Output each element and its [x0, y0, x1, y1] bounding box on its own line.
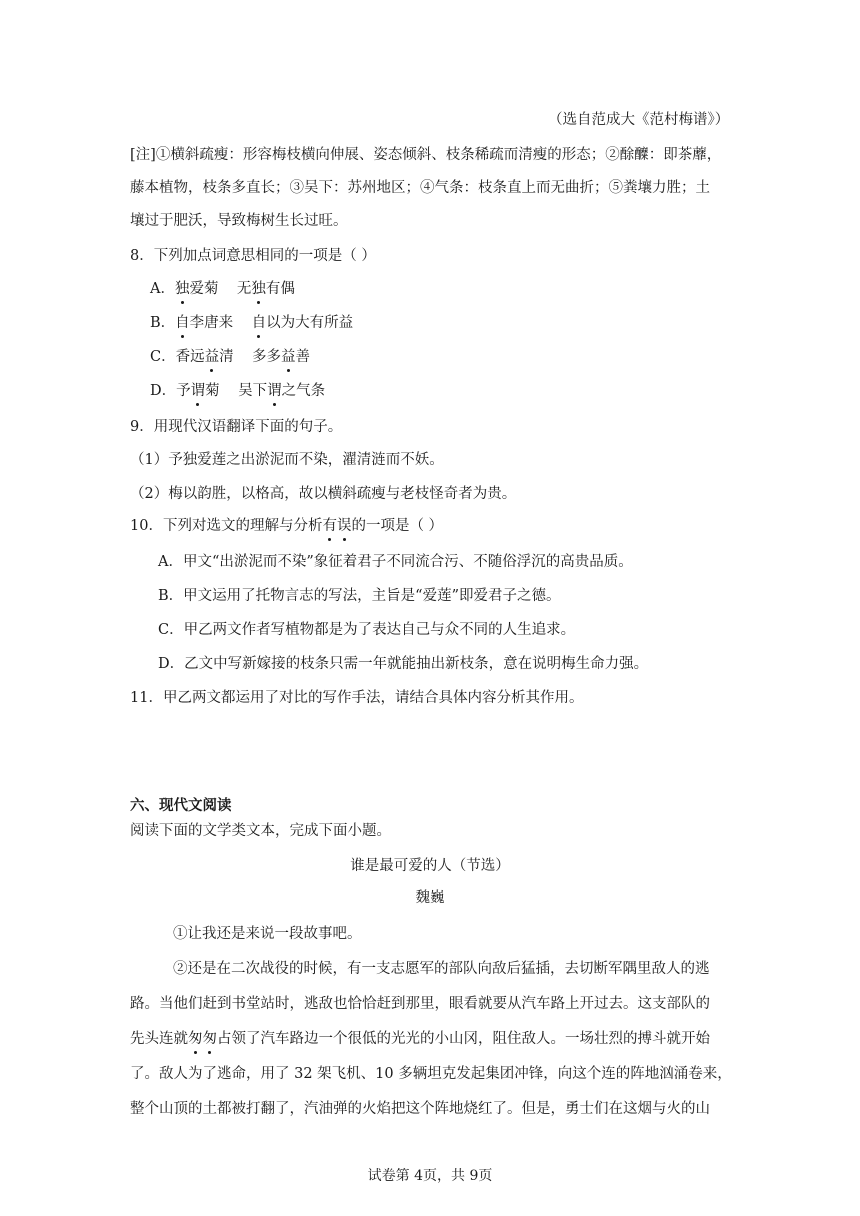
question-9-sentence-1: （1）予独爱莲之出淤泥而不染，濯清涟而不妖。 [130, 452, 444, 468]
question-8-option-a[interactable]: A．独爱菊 无独有偶 [150, 281, 295, 297]
paragraph-1: ①让我还是来说一段故事吧。 [173, 926, 362, 942]
question-10-option-b[interactable]: B．甲文运用了托物言志的写法，主旨是“爱莲”即爱君子之德。 [158, 588, 561, 604]
section-6-title: 六、现代文阅读 [130, 797, 232, 814]
question-8-option-c[interactable]: C．香远益清 多多益善 [150, 349, 311, 365]
paragraph-2-line-3: 先头连就匆匆占领了汽车路边一个很低的光光的小山冈，阻住敌人。一场壮烈的搏斗就开始 [130, 1031, 710, 1047]
question-8-stem: 8．下列加点词意思相同的一项是（ ） [130, 248, 376, 264]
note-line-2: 藤本植物，枝条多直长；③吴下：苏州地区；④气条：枝条直上而无曲折；⑤粪壤力胜；土 [130, 180, 710, 196]
question-11-stem: 11．甲乙两文都运用了对比的写作手法，请结合具体内容分析其作用。 [130, 690, 584, 706]
article-title: 谁是最可爱的人（节选） [350, 858, 510, 874]
note-line-1: [注]①横斜疏瘦：形容梅枝横向伸展、姿态倾斜、枝条稀疏而清瘦的形态；②酴醾：即茶蘼， [130, 147, 722, 163]
question-9-stem: 9．用现代汉语翻译下面的句子。 [130, 419, 343, 435]
paragraph-2-line-1: ②还是在二次战役的时候，有一支志愿军的部队向敌后猛插，去切断军隅里敌人的逃 [173, 961, 710, 977]
paragraph-2-line-5: 整个山顶的土都被打翻了，汽油弹的火焰把这个阵地烧红了。但是，勇士们在这烟与火的山 [130, 1101, 710, 1117]
question-8-option-d[interactable]: D．予谓菊 吴下谓之气条 [150, 383, 326, 399]
note-line-3: 壤过于肥沃，导致梅树生长过旺。 [130, 213, 348, 229]
paragraph-2-line-2: 路。当他们赶到书堂站时，逃敌也恰恰赶到那里，眼看就要从汽车路上开过去。这支部队的 [130, 996, 710, 1012]
question-8-option-b[interactable]: B．自李唐来 自以为大有所益 [150, 315, 354, 331]
paragraph-2-line-4: 了。敌人为了逃命，用了 32 架飞机、10 多辆坦克发起集团冲锋，向这个连的阵地汹涌卷来， [130, 1066, 732, 1082]
section-6-intro: 阅读下面的文学类文本，完成下面小题。 [130, 823, 391, 839]
page-footer: 试卷第 4页，共 9页 [367, 1168, 493, 1184]
article-author: 魏巍 [415, 890, 445, 906]
question-10-option-c[interactable]: C．甲乙两文作者写植物都是为了表达自己与众不同的人生追求。 [158, 622, 576, 638]
source-citation: （选自范成大《范村梅谱》） [548, 112, 730, 128]
question-9-sentence-2: （2）梅以韵胜，以格高，故以横斜疏瘦与老枝怪奇者为贵。 [130, 486, 517, 502]
question-10-option-a[interactable]: A．甲文“出淤泥而不染”象征着君子不同流合污、不随俗浮沉的高贵品质。 [158, 554, 633, 570]
question-10-stem: 10．下列对选文的理解与分析有误的一项是（ ） [130, 518, 444, 534]
question-10-option-d[interactable]: D．乙文中写新嫁接的枝条只需一年就能抽出新枝条，意在说明梅生命力强。 [158, 656, 649, 672]
